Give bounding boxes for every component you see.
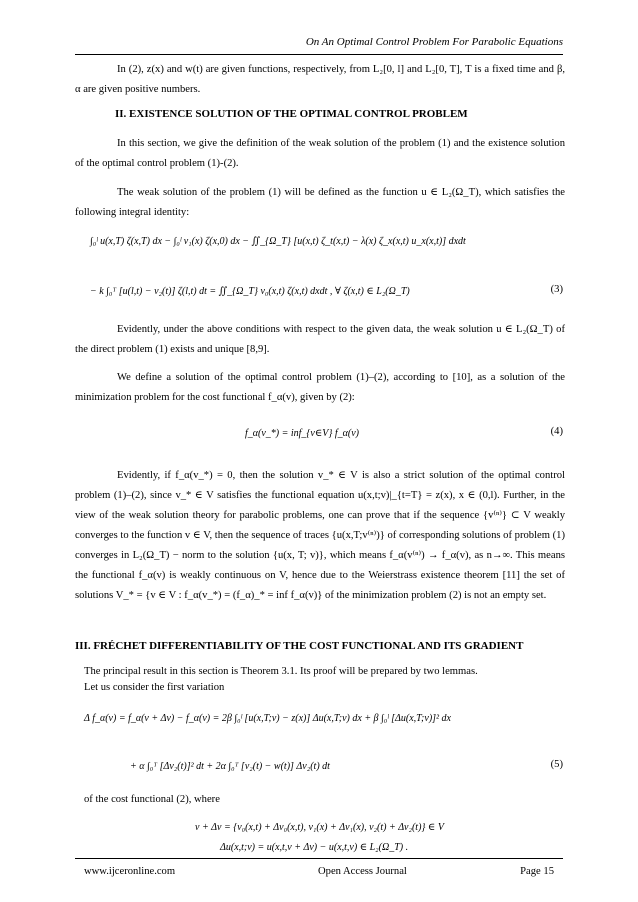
section3-paragraph-2: Let us consider the first variation bbox=[84, 682, 225, 693]
section2-paragraph-5: Evidently, if f_α(v_*) = 0, then the solution v_* ∈ V is also a strict solution of the optimal control problem (1)–(2), since v_* ∈ V satisfies the functional equation u(x,t;v)|_{t=T} = z(x), x ∈ (0,l). Further, in the view of the weak solution theory for parabolic problems, one can prove that if the sequence {v⁽ⁿ⁾} ⊂ V weakly converges to the function v ∈ V, then the sequence of traces {u(x,T;v⁽ⁿ⁾)} of corresponding solutions of problem (1) converges in L₂(Ω_T) − norm to the solution {u(x, T; v)}, which means f_α(v⁽ⁿ⁾) → f_α(v), as n→∞. This means the functional f_α(v) is weakly continuous on V, hence due to the Weierstrass existence theorem [11] the set of solutions V_* = {v ∈ V : f_α(v_*) = (f_α)_* = inf f_α(v)} of the minimization problem (2) is not an empty set. bbox=[75, 470, 565, 601]
running-header: On An Optimal Control Problem For Parabolic Equations bbox=[305, 36, 563, 48]
equation-4: f_α(v_*) = inf_{v∈V} f_α(v) bbox=[245, 428, 360, 439]
section-heading-3: III. FRÉCHET DIFFERENTIABILITY OF THE COST FUNCTIONAL AND ITS GRADIENT bbox=[75, 640, 524, 652]
equation-3-line-1: ∫₀ˡ u(x,T) ζ(x,T) dx − ∫₀ˡ v₁(x) ζ(x,0) dx − ∬_{Ω_T} [u(x,t) ζ_t(x,t) − λ(x) ζ_x(x,t) u_x(x,t)] dxdt bbox=[90, 236, 466, 247]
section2-paragraph-4: We define a solution of the optimal control problem (1)–(2), according to [10], as a solution of the minimization problem for the cost functional f_α(v), given by (2): bbox=[75, 372, 565, 403]
footer-rule bbox=[75, 858, 563, 859]
equation-5-line-2: + α ∫₀ᵀ [Δv₂(t)]² dt + 2α ∫₀ᵀ [v₂(t) − w(t)] Δv₂(t) dt bbox=[130, 761, 330, 772]
footer-website: www.ijceronline.com bbox=[84, 866, 176, 877]
header-rule bbox=[75, 54, 563, 55]
section-heading-2: II. EXISTENCE SOLUTION OF THE OPTIMAL CONTROL PROBLEM bbox=[115, 108, 468, 120]
equation-6: v + Δv = {v₀(x,t) + Δv₀(x,t), v₁(x) + Δv₁(x), v₂(t) + Δv₂(t)} ∈ V bbox=[195, 822, 444, 833]
section2-paragraph-1: In this section, we give the definition of the weak solution of the problem (1) and the existence solution of the optimal control problem (1)-(2). bbox=[75, 138, 565, 169]
equation-5-line-1: Δ f_α(v) = f_α(v + Δv) − f_α(v) = 2β ∫₀ˡ [u(x,T;v) − z(x)] Δu(x,T;v) dx + β ∫₀ˡ [Δu(x,T;v)]² dx bbox=[84, 713, 451, 724]
intro-paragraph: In (2), z(x) and w(t) are given functions, respectively, from L₂[0, l] and L₂[0, T], T is a fixed time and β, α are given positive numbers. bbox=[75, 64, 565, 95]
section3-paragraph-1: The principal result in this section is Theorem 3.1. Its proof will be prepared by two lemmas. bbox=[84, 666, 478, 677]
equation-4-number: (4) bbox=[550, 426, 563, 437]
equation-3-line-2: − k ∫₀ᵀ [u(l,t) − v₂(t)] ζ(l,t) dt = ∬_{Ω_T} v₀(x,t) ζ(x,t) dxdt , ∀ ζ(x,t) ∈ L₂(Ω_T) bbox=[90, 286, 410, 297]
footer-page-number: Page 15 bbox=[520, 866, 554, 877]
equation-7: Δu(x,t;v) = u(x,t,v + Δv) − u(x,t,v) ∈ L₂(Ω_T) . bbox=[220, 842, 409, 853]
footer-journal: Open Access Journal bbox=[318, 866, 407, 877]
section2-paragraph-2: The weak solution of the problem (1) will be defined as the function u ∈ L₂(Ω_T), which satisfies the following integral identity: bbox=[75, 187, 565, 218]
equation-3-number: (3) bbox=[550, 284, 563, 295]
equation-5-number: (5) bbox=[550, 759, 563, 770]
section3-paragraph-3: of the cost functional (2), where bbox=[84, 794, 220, 805]
section2-paragraph-3: Evidently, under the above conditions with respect to the given data, the weak solution u ∈ L₂(Ω_T) of the direct problem (1) exists and unique [8,9]. bbox=[75, 324, 565, 355]
